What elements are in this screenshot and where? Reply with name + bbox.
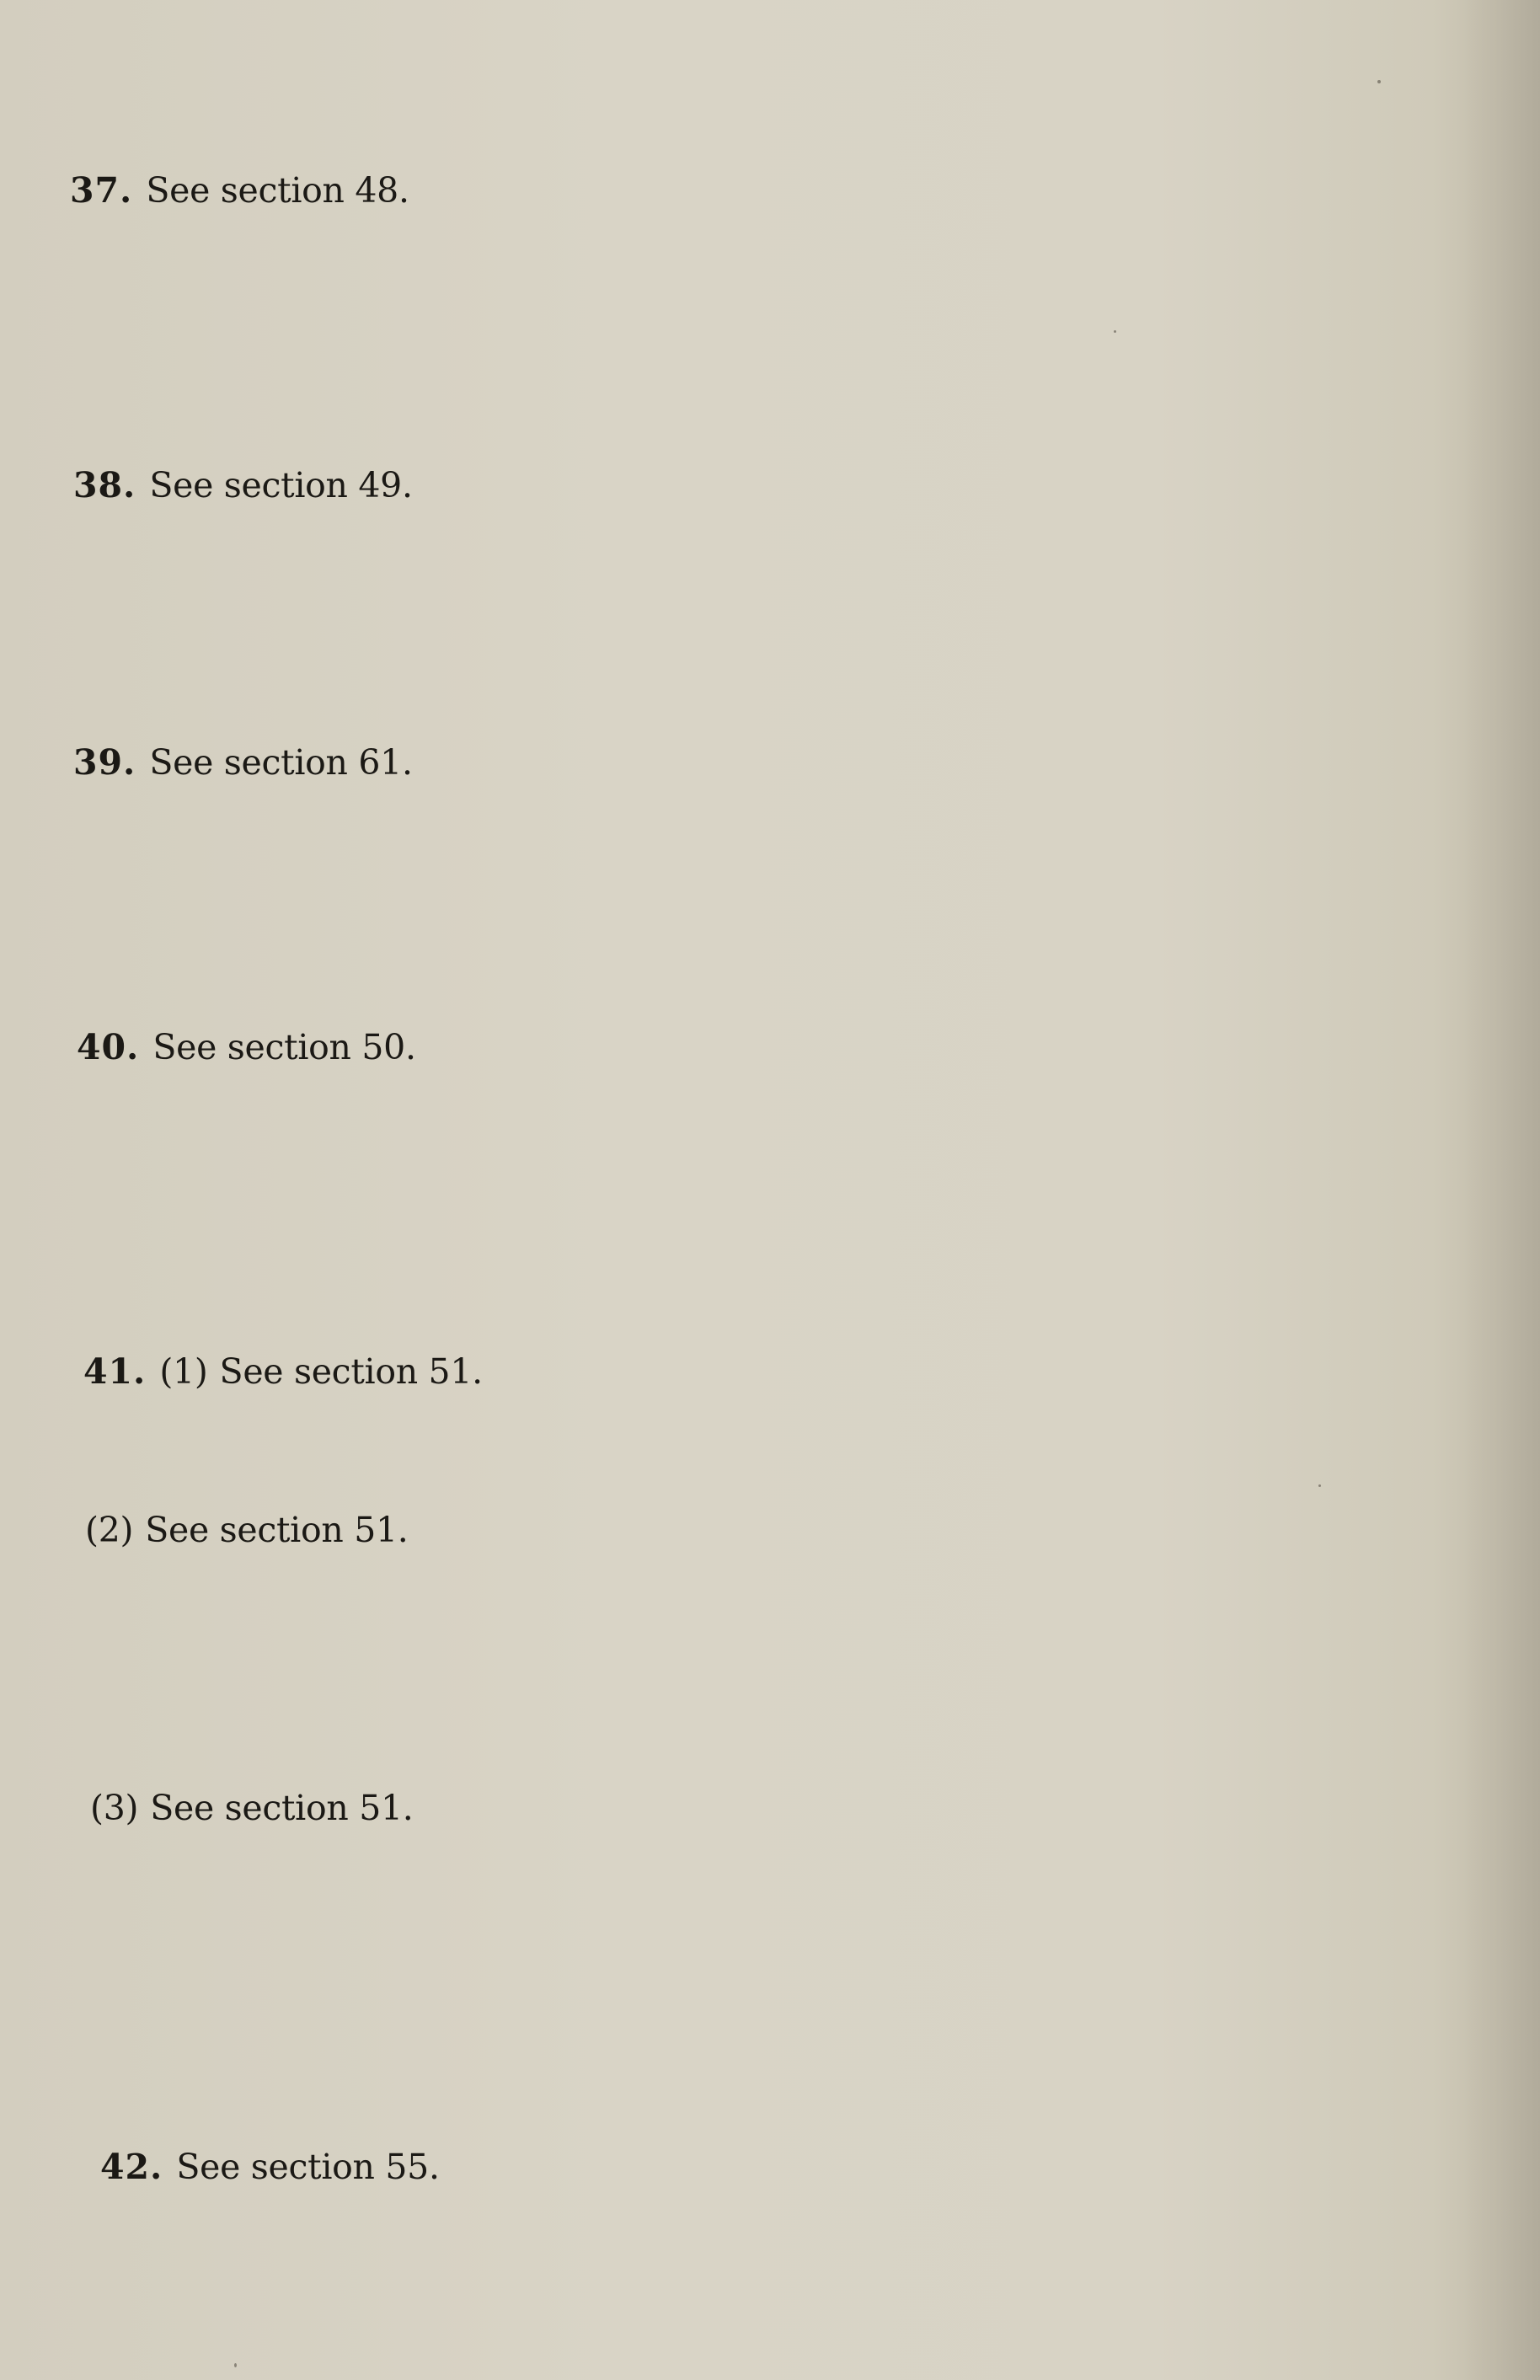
section-entry-40	[77, 1027, 416, 1067]
paper-speck	[1377, 80, 1381, 83]
section-reference: See section 48.	[146, 170, 409, 211]
section-reference: See section 49.	[149, 465, 413, 505]
section-reference: See section 51.	[145, 1510, 409, 1550]
paper-speck	[1318, 1484, 1321, 1487]
section-number: 38.	[73, 465, 136, 505]
section-number: 42.	[100, 2147, 163, 2187]
section-entry-41-1	[83, 1351, 483, 1392]
subsection-number: (2)	[85, 1510, 134, 1550]
section-number: 41.	[83, 1351, 147, 1392]
paper-speck	[234, 2363, 237, 2367]
subsection-number: (1)	[159, 1351, 208, 1392]
section-reference: See section 61.	[149, 742, 413, 783]
section-entry-41-2	[85, 1510, 409, 1550]
section-reference: See section 51.	[150, 1788, 414, 1828]
paper-speck	[1114, 330, 1116, 333]
subsection-number: (3)	[90, 1788, 139, 1828]
section-entry-41-3	[90, 1788, 414, 1828]
section-reference: See section 51.	[219, 1351, 483, 1392]
section-entry-37	[70, 170, 409, 211]
section-reference: See section 50.	[152, 1027, 416, 1067]
section-entry-39	[73, 742, 413, 783]
section-number: 37.	[70, 170, 133, 211]
section-reference: See section 55.	[176, 2147, 440, 2187]
section-number: 39.	[73, 742, 136, 783]
section-number: 40.	[77, 1027, 140, 1067]
page-binding-edge	[1464, 0, 1540, 2380]
section-entry-38	[73, 465, 413, 505]
section-entry-42	[100, 2147, 440, 2187]
